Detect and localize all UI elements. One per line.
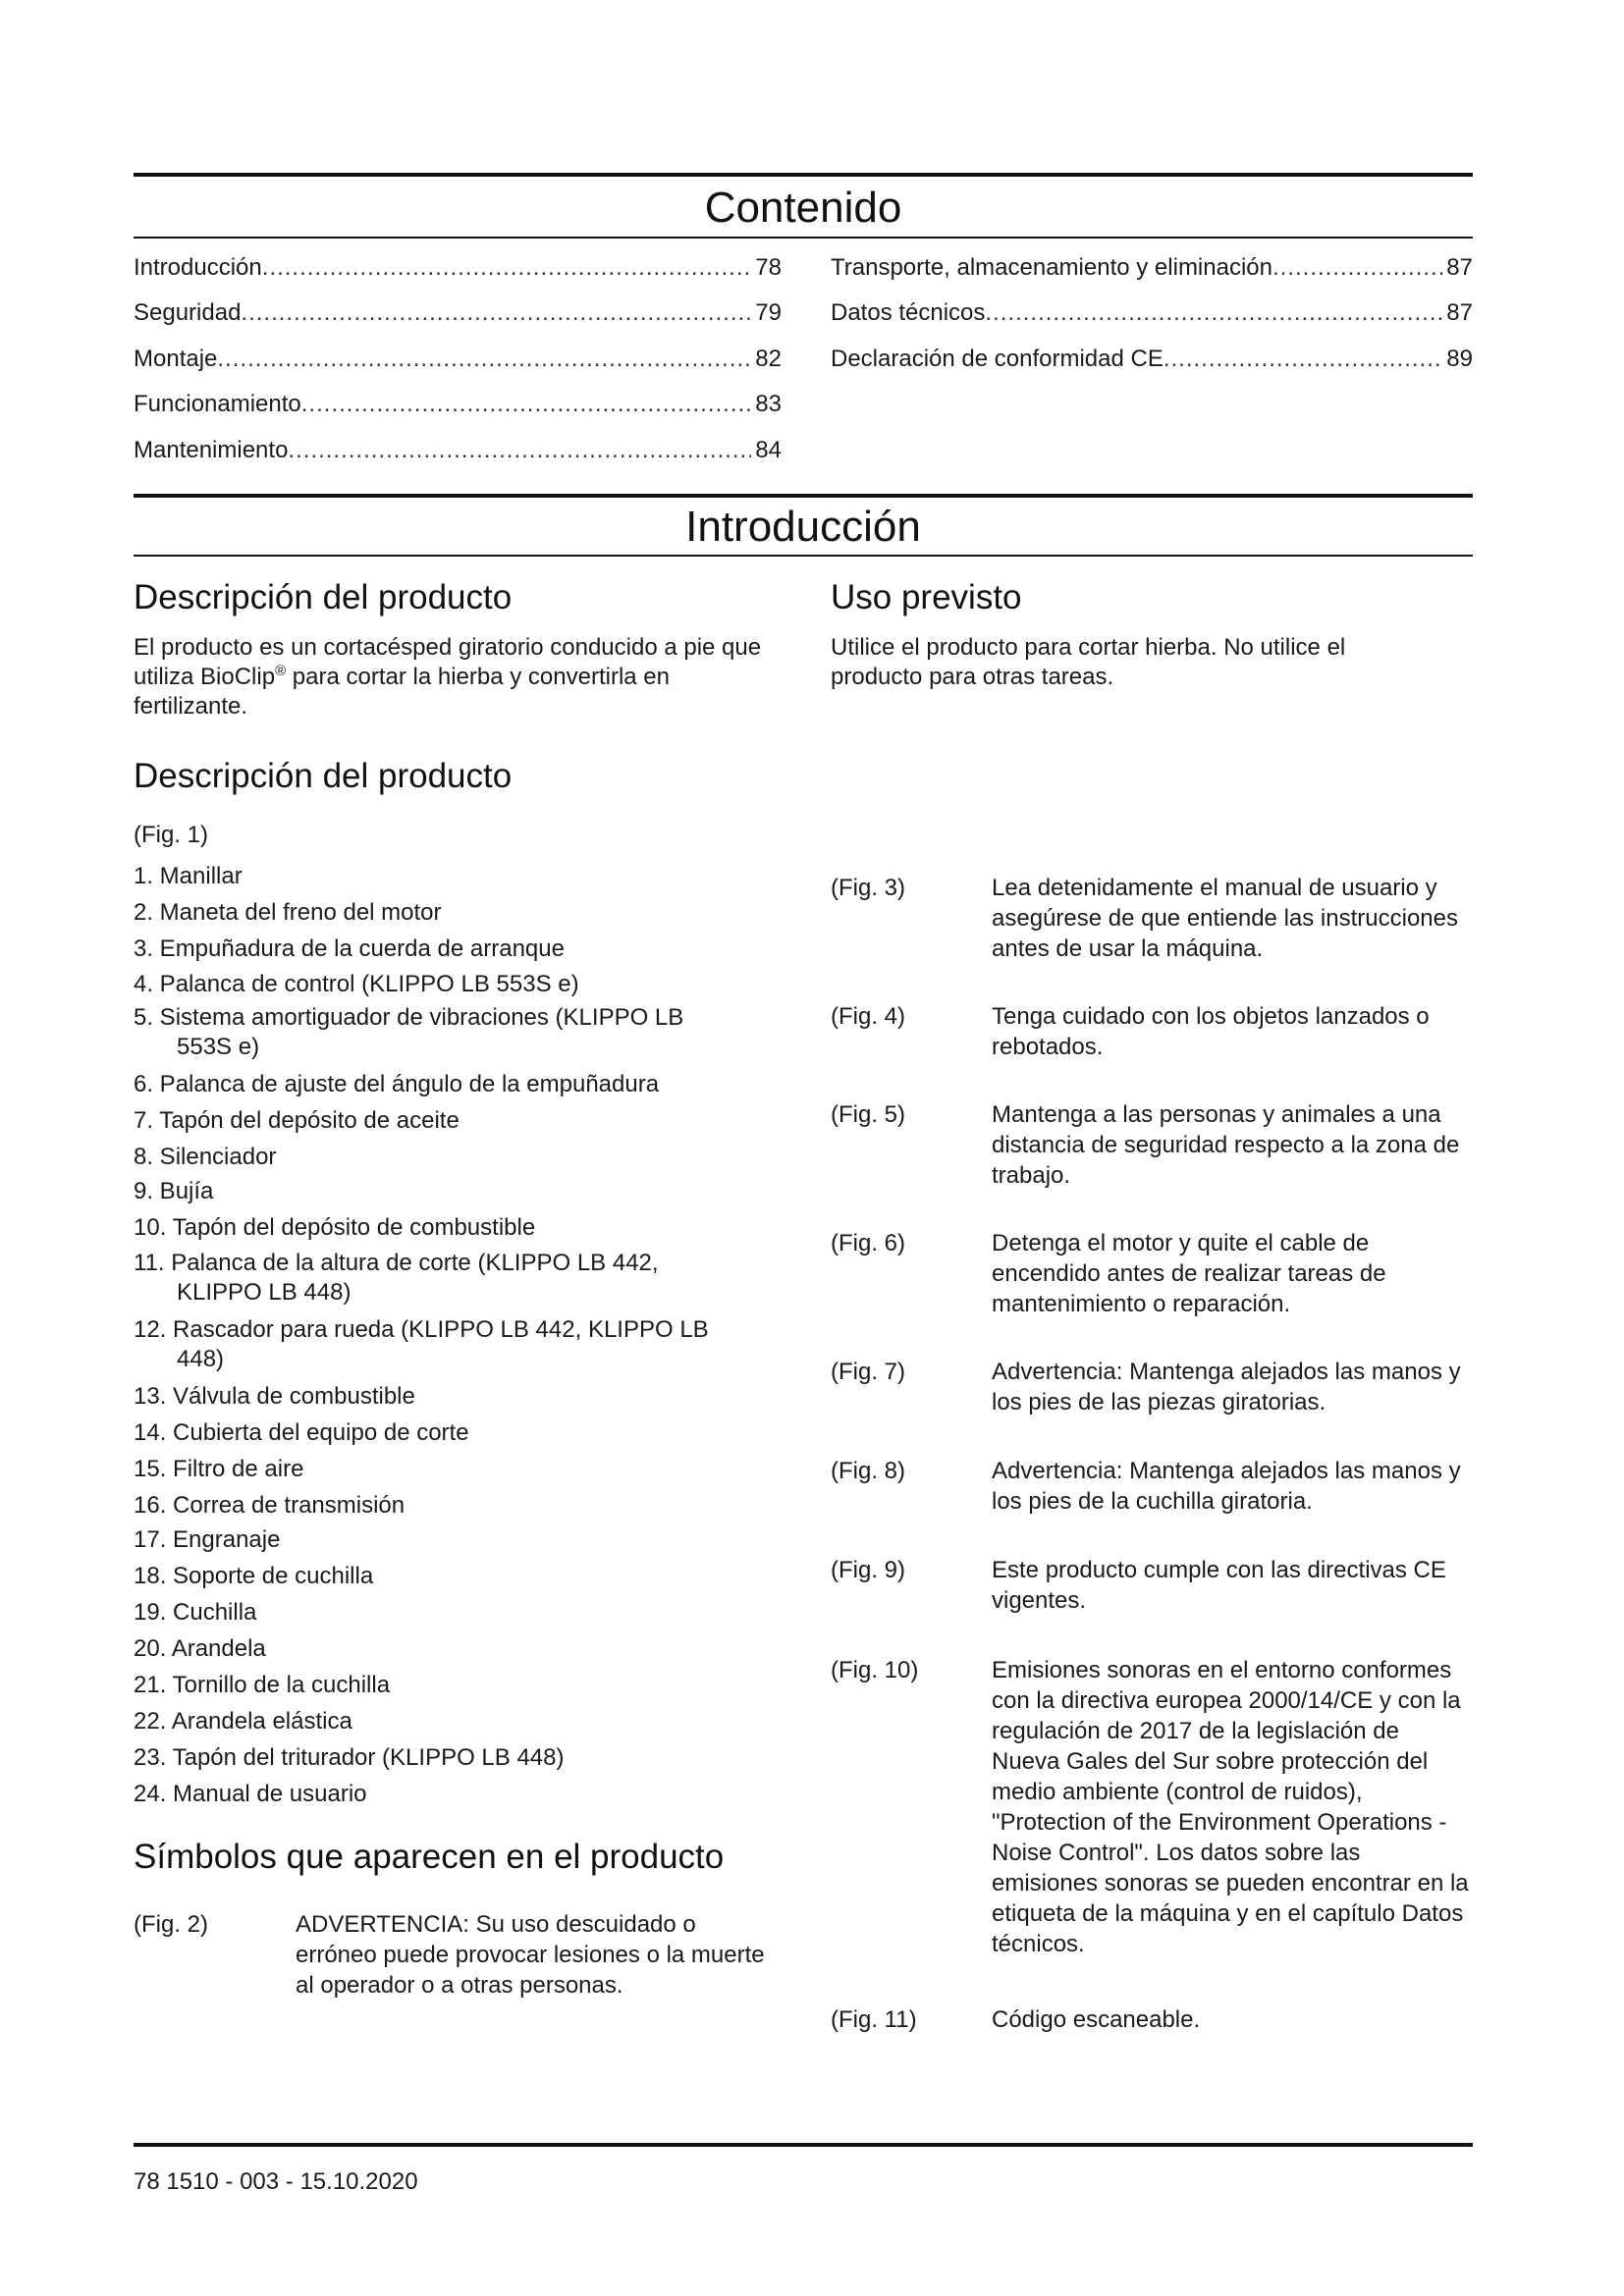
toc-entry-declaracion-ce[interactable]: Declaración de conformidad CE ..... 89 bbox=[831, 344, 1473, 375]
contents-top-rule bbox=[134, 173, 1473, 177]
list-item: 17. Engranaje bbox=[134, 1526, 281, 1553]
product-overview-heading: Descripción del producto bbox=[134, 757, 513, 795]
list-item: 21. Tornillo de la cuchilla bbox=[134, 1672, 391, 1698]
list-item: 23. Tapón del triturador (KLIPPO LB 448) bbox=[134, 1744, 565, 1771]
list-item: 20. Arandela bbox=[134, 1635, 266, 1662]
intended-use-heading: Uso previsto bbox=[831, 578, 1022, 616]
registered-mark: ® bbox=[275, 663, 287, 679]
toc-entry-introduccion[interactable]: Introducción ..... 78 bbox=[134, 252, 782, 284]
intro-title: Introducción bbox=[685, 503, 921, 551]
list-item: 13. Válvula de combustible bbox=[134, 1383, 415, 1410]
product-description-text: El producto es un cortacésped giratorio conducido a pie que utiliza BioClip® para cortar la hierba y convertirla en fertilizante. bbox=[134, 634, 762, 720]
list-item: 22. Arandela elástica bbox=[134, 1708, 352, 1735]
toc-entry-seguridad[interactable]: Seguridad ..... 79 bbox=[134, 297, 782, 329]
list-item: 8. Silenciador bbox=[134, 1144, 277, 1170]
toc-entry-datos-tecnicos[interactable]: Datos técnicos ..... 87 bbox=[831, 297, 1473, 329]
list-item: 2. Maneta del freno del motor bbox=[134, 899, 442, 926]
toc-entry-montaje[interactable]: Montaje ..... 82 bbox=[134, 344, 782, 375]
list-item: 14. Cubierta del equipo de corte bbox=[134, 1419, 469, 1446]
list-item: 18. Soporte de cuchilla bbox=[134, 1563, 374, 1589]
toc-entry-transporte[interactable]: Transporte, almacenamiento y eliminación ..... 87 bbox=[831, 252, 1473, 284]
list-item: 7. Tapón del depósito de aceite bbox=[134, 1107, 460, 1134]
list-item: 24. Manual de usuario bbox=[134, 1781, 367, 1807]
contents-title: Contenido bbox=[704, 184, 902, 232]
intro-top-rule bbox=[134, 494, 1473, 498]
toc-entry-funcionamiento[interactable]: Funcionamiento ..... 83 bbox=[134, 389, 782, 420]
list-item: 12. Rascador para rueda (KLIPPO LB 442, KLIPPO LB 448) bbox=[134, 1316, 709, 1372]
intended-use-text: Utilice el producto para cortar hierba. No utilice el producto para otras tareas. bbox=[831, 634, 1346, 690]
list-item: 4. Palanca de control (KLIPPO LB 553S e) bbox=[134, 971, 579, 997]
list-item: 1. Manillar bbox=[134, 863, 243, 889]
list-item: 5. Sistema amortiguador de vibraciones (KLIPPO LB 553S e) bbox=[134, 1004, 684, 1060]
list-item: 16. Correa de transmisión bbox=[134, 1492, 406, 1519]
list-item: 11. Palanca de la altura de corte (KLIPPO LB 442, KLIPPO LB 448) bbox=[134, 1250, 659, 1306]
product-description-heading: Descripción del producto bbox=[134, 578, 513, 616]
contents-bottom-rule bbox=[134, 237, 1473, 239]
list-item: 10. Tapón del depósito de combustible bbox=[134, 1214, 536, 1241]
toc-entry-mantenimiento[interactable]: Mantenimiento ..... 84 bbox=[134, 435, 782, 466]
list-item: 15. Filtro de aire bbox=[134, 1456, 304, 1482]
page-footer: 78 1510 - 003 - 15.10.2020 bbox=[134, 2168, 418, 2195]
list-item: 3. Empuñadura de la cuerda de arranque bbox=[134, 935, 565, 962]
footer-rule bbox=[134, 2143, 1473, 2147]
list-item: 6. Palanca de ajuste del ángulo de la empuñadura bbox=[134, 1071, 660, 1097]
intro-bottom-rule bbox=[134, 555, 1473, 557]
product-overview-fig-ref: (Fig. 1) bbox=[134, 822, 209, 848]
list-item: 9. Bujía bbox=[134, 1178, 214, 1204]
list-item: 19. Cuchilla bbox=[134, 1599, 257, 1626]
symbols-heading: Símbolos que aparecen en el producto bbox=[134, 1838, 725, 1876]
